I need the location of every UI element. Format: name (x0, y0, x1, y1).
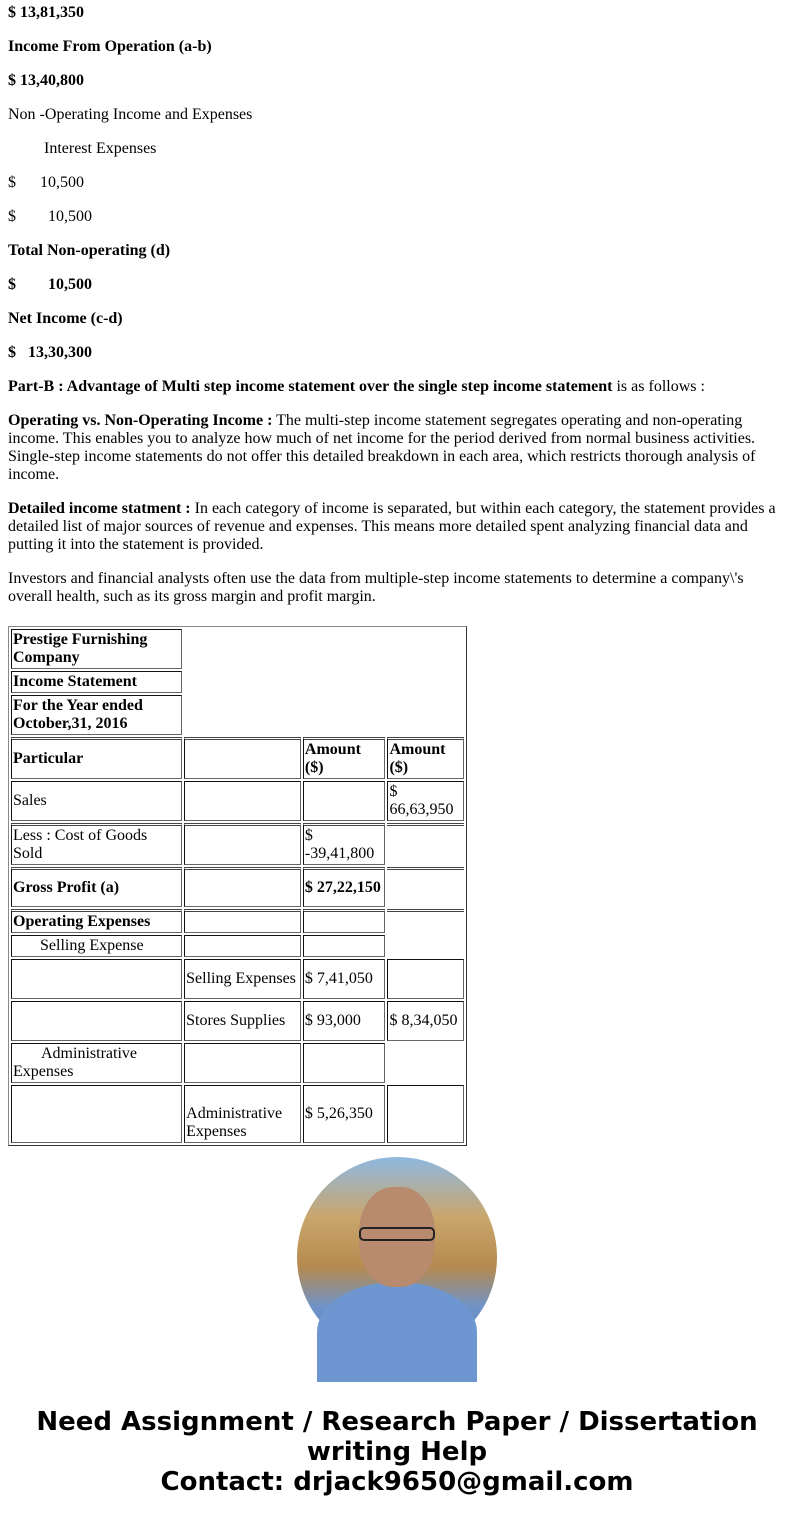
row-label: Selling Expenses (184, 959, 301, 999)
cell-value: $ 93,000 (303, 1001, 386, 1041)
header-amount: Amount ($) (303, 737, 386, 779)
line: $ 10,500 (8, 208, 92, 225)
line: Interest Expenses (44, 140, 157, 157)
paragraph-operating (8, 412, 786, 484)
row-label: Stores Supplies (184, 1001, 301, 1041)
line: $ 10,500 (8, 276, 92, 293)
avatar-glasses (359, 1227, 435, 1241)
part-b-rest: is as follows : (612, 378, 705, 395)
line: $ 10,500 (8, 174, 84, 191)
line: Non -Operating Income and Expenses (8, 106, 253, 123)
paragraph-investors: Investors and financial analysts often use the data from multiple-step income statements to determine a company\'s overall health, such as its gross margin and profit margin. (8, 570, 744, 605)
cell-value: $ -39,41,800 (303, 823, 386, 865)
cell-value: $ 5,26,350 (303, 1085, 386, 1143)
paragraph-detailed (8, 500, 786, 554)
part-b-title: Part-B : Advantage of Multi step income statement over the single step income statement (8, 378, 613, 395)
cell-value: $ 27,22,150 (303, 867, 386, 907)
row-label: Administrative Expenses (11, 1043, 182, 1083)
income-statement-table-wrapper (8, 626, 467, 1140)
para-label: Detailed income statment : (8, 500, 191, 517)
row-label: Selling Expense (11, 935, 182, 957)
row-label: Sales (11, 781, 182, 821)
promo-line: Need Assignment / Research Paper / Dissertation writing Help (36, 1407, 758, 1467)
cell-value: $ 66,63,950 (387, 781, 464, 821)
row-label: Operating Expenses (11, 909, 182, 933)
header-amount-total: Amount ($) (387, 737, 464, 779)
cell-value: $ 7,41,050 (303, 959, 386, 999)
cell-value: $ 8,34,050 (387, 1001, 464, 1041)
promo-contact: Contact: drjack9650@gmail.com (160, 1467, 634, 1497)
line: Total Non-operating (d) (8, 242, 171, 259)
part-b-heading (8, 378, 786, 396)
header-blank (184, 737, 301, 779)
para-text: The multi-step income statement segregates operating and non-operating income. This enables you to analyze how much of net income for the period derived from normal business activities. Single-step income statements do not offer this detailed breakdown in each area, which restricts thorough analysis of income. (8, 412, 756, 483)
line: Net Income (c-d) (8, 310, 123, 327)
para-label: Operating vs. Non-Operating Income : (8, 412, 273, 429)
header-particular: Particular (11, 737, 182, 779)
company-name: Prestige Furnishing Company (11, 629, 182, 669)
line: Income From Operation (a-b) (8, 38, 212, 55)
promo-banner (0, 1407, 794, 1497)
answer-content (0, 4, 794, 606)
row-label: Gross Profit (a) (11, 867, 182, 907)
income-statement-table (8, 626, 467, 1146)
period: For the Year ended October,31, 2016 (11, 695, 182, 735)
statement-title: Income Statement (11, 671, 182, 693)
row-label: Less : Cost of Goods Sold (11, 823, 182, 865)
row-label: Administrative Expenses (184, 1085, 301, 1143)
avatar-shirt (317, 1282, 477, 1382)
line: $ 13,40,800 (8, 72, 84, 89)
line: $ 13,30,300 (8, 344, 92, 361)
para-text: In each category of income is separated, but within each category, the statement provides a detailed list of major sources of revenue and expenses. This means more detailed spent analyzing financial data and putting it into the statement is provided. (8, 500, 776, 553)
author-avatar (297, 1157, 497, 1357)
line: $ 13,81,350 (8, 4, 84, 21)
